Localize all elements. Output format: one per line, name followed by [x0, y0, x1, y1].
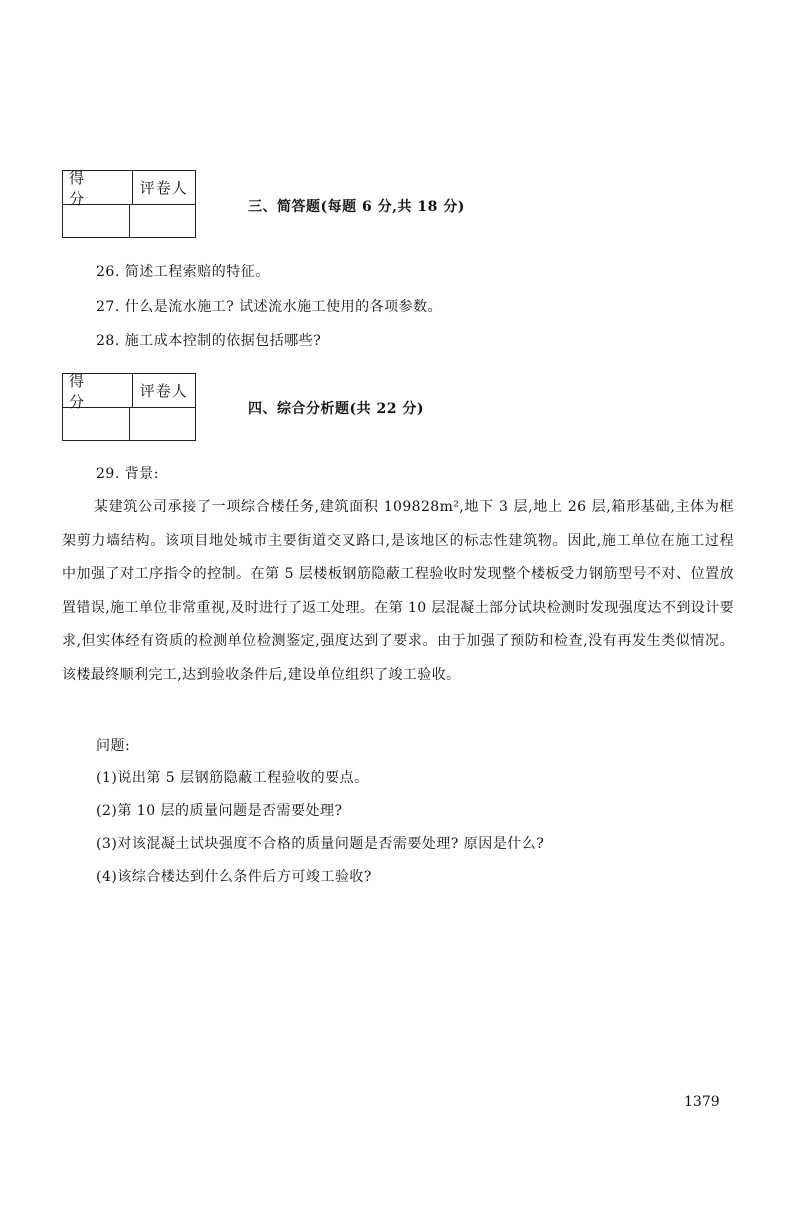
grader-entry-cell[interactable] [129, 408, 196, 441]
question-28: 28. 施工成本控制的依据包括哪些? [96, 333, 322, 349]
sub-question-4: (4)该综合楼达到什么条件后方可竣工验收? [96, 869, 372, 885]
section-3-title: 三、简答题(每题 6 分,共 18 分) [248, 199, 465, 215]
question-29-heading: 29. 背景: [96, 466, 159, 482]
question-27: 27. 什么是流水施工? 试述流水施工使用的各项参数。 [96, 299, 443, 315]
grader-label: 评卷人 [132, 171, 196, 204]
background-paragraph: 某建筑公司承接了一项综合楼任务,建筑面积 109828m²,地下 3 层,地上 26 层,箱形基础,主体为框架剪力墙结构。该项目地处城市主要街道交叉路口,是该地区的标志性建筑物。因此,施工单位在施工过程中加强了对工序指令的控制。在第 5 层楼板钢筋隐蔽工程验收时发现整个楼板受力钢筋型号不对、位置放置错误,施工单位非常重视,及时进行了返工处理。在第 10 层混凝土部分试块检测时发现强度达不到设计要求,但实体经有资质的检测单位检测鉴定,强度达到了要求。由于加强了预防和检查,没有再发生类似情况。该楼最终顺利完工,达到验收条件后,建设单位组织了竣工验收。 [62, 499, 734, 683]
grader-entry-cell[interactable] [129, 205, 196, 238]
grader-label: 评卷人 [132, 374, 196, 407]
score-entry-cell[interactable] [63, 205, 129, 238]
questions-label: 问题: [96, 738, 131, 754]
score-entry-cell[interactable] [63, 408, 129, 441]
question-26: 26. 简述工程索赔的特征。 [96, 264, 270, 280]
score-box-section-3 [62, 170, 196, 238]
score-label: 得 分 [69, 168, 95, 208]
page-number: 1379 [684, 1094, 720, 1110]
sub-question-1: (1)说出第 5 层钢筋隐蔽工程验收的要点。 [96, 770, 369, 786]
sub-question-3: (3)对该混凝土试块强度不合格的质量问题是否需要处理? 原因是什么? [96, 836, 545, 852]
sub-question-2: (2)第 10 层的质量问题是否需要处理? [96, 803, 343, 819]
section-4-title: 四、综合分析题(共 22 分) [248, 401, 424, 417]
score-box-section-4 [62, 373, 196, 441]
score-label: 得 分 [69, 371, 95, 411]
